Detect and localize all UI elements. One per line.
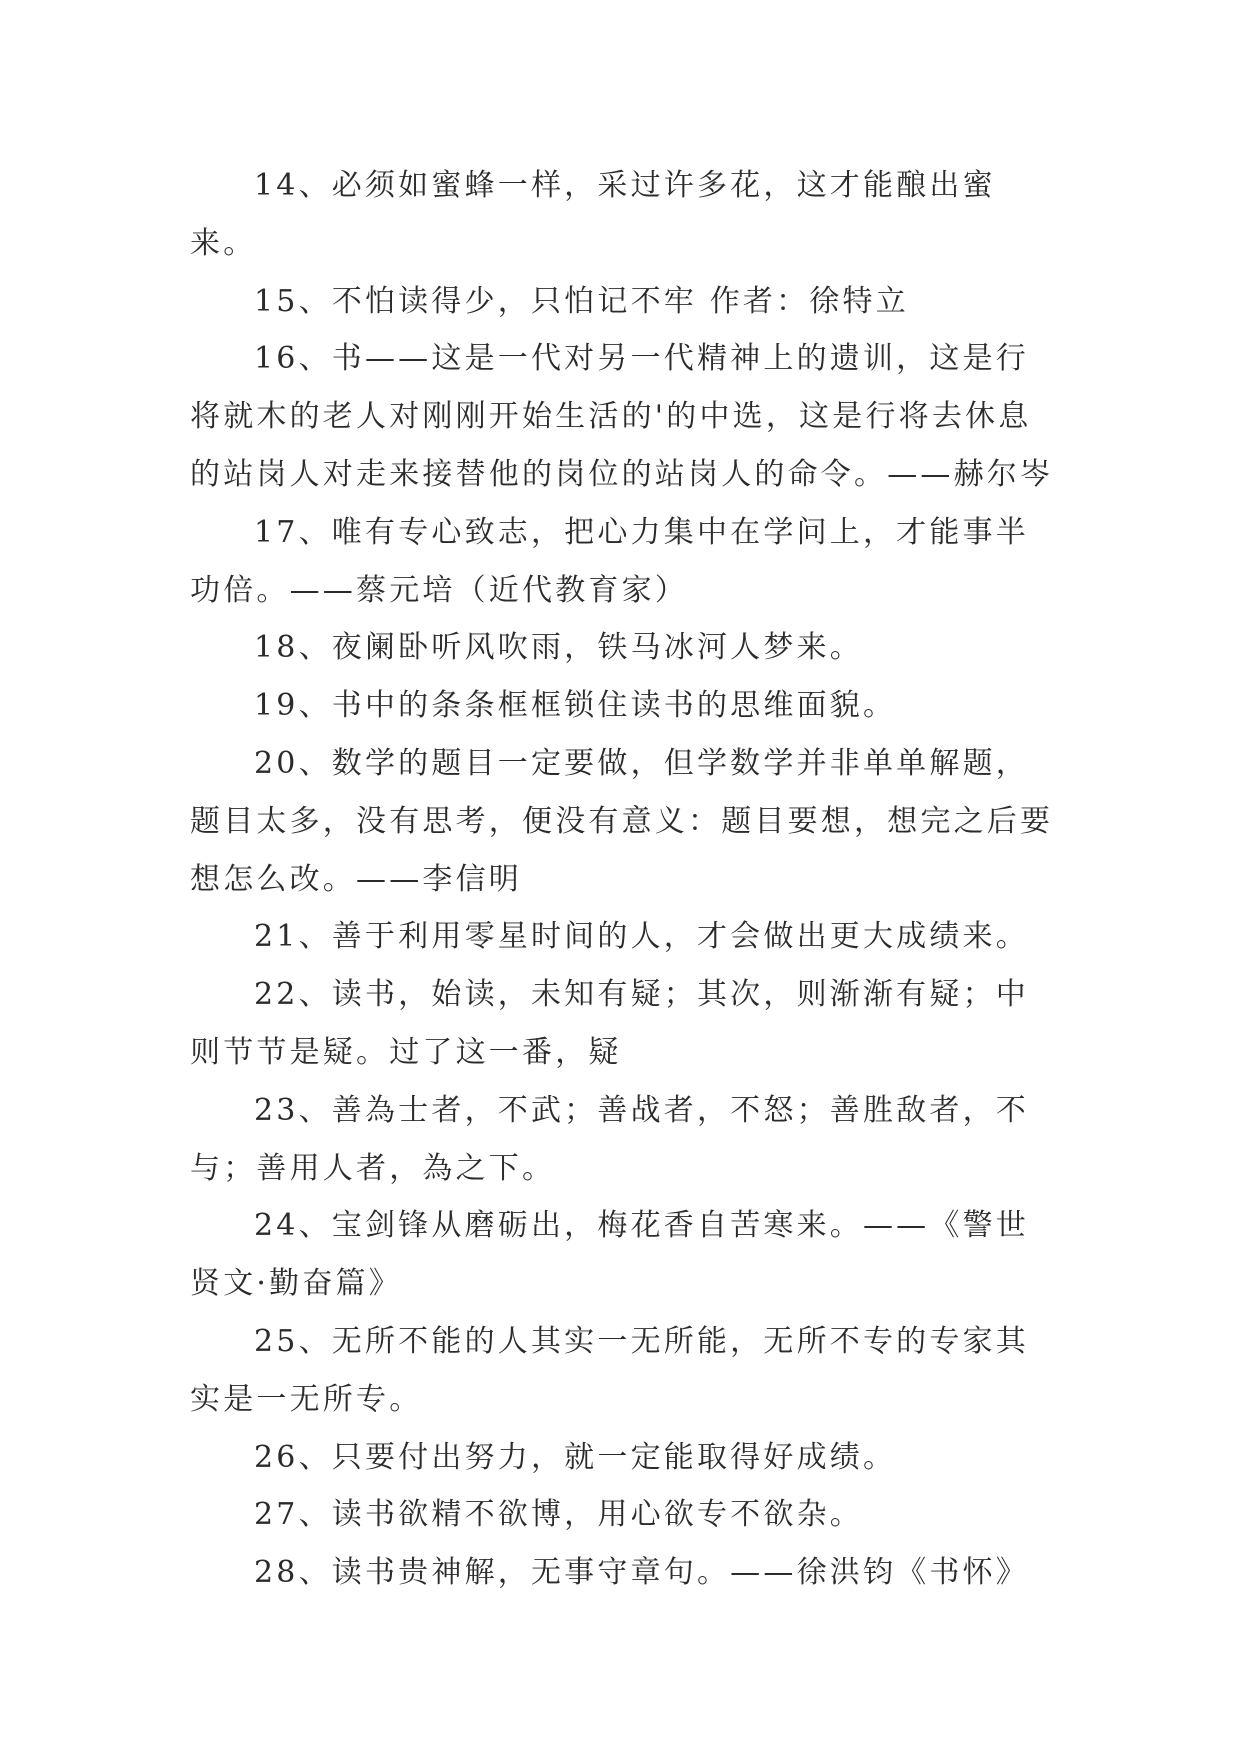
quote-paragraph-24: 24、宝剑锋从磨砺出，梅花香自苦寒来。——《警世贤文·勤奋篇》 bbox=[190, 1208, 1029, 1302]
document-body bbox=[190, 157, 1060, 1602]
quote-paragraph-26: 26、只要付出努力，就一定能取得好成绩。 bbox=[254, 1439, 897, 1475]
quote-paragraph-18: 18、夜阑卧听风吹雨，铁马冰河人梦来。 bbox=[254, 630, 863, 666]
quote-paragraph-17: 17、唯有专心致志，把心力集中在学问上，才能事半功倍。——蔡元培（近代教育家） bbox=[190, 514, 1029, 608]
quote-paragraph-20: 20、数学的题目一定要做，但学数学并非单单解题，题目太多，没有思考，便没有意义：题目要想，想完之后要想怎么改。——李信明 bbox=[190, 745, 1054, 897]
quote-paragraph-22: 22、读书，始读，未知有疑；其次，则渐渐有疑；中则节节是疑。过了这一番，疑 bbox=[190, 977, 1029, 1070]
quote-paragraph-19: 19、书中的条条框框锁住读书的思维面貌。 bbox=[254, 688, 897, 724]
quote-paragraph-16: 16、书——这是一代对另一代精神上的遗训，这是行将就木的老人对刚刚开始生活的'的中选，这是行将去休息的站岗人对走来接替他的岗位的站岗人的命令。——赫尔岑 bbox=[190, 341, 1054, 492]
quote-paragraph-25: 25、无所不能的人其实一无所能，无所不专的专家其实是一无所专。 bbox=[190, 1323, 1029, 1417]
quote-paragraph-15: 15、不怕读得少，只怕记不牢 作者：徐特立 bbox=[254, 283, 909, 319]
quote-paragraph-23: 23、善為士者，不武；善战者，不怒；善胜敌者，不与；善用人者，為之下。 bbox=[190, 1092, 1029, 1186]
quote-paragraph-21: 21、善于利用零星时间的人，才会做出更大成绩来。 bbox=[254, 919, 1029, 955]
quote-paragraph-14: 14、必须如蜜蜂一样，采过许多花，这才能酿出蜜来。 bbox=[190, 168, 996, 261]
quote-paragraph-28: 28、读书贵神解，无事守章句。——徐洪钧《书怀》 bbox=[254, 1555, 1029, 1591]
quote-paragraph-27: 27、读书欲精不欲博，用心欲专不欲杂。 bbox=[254, 1497, 863, 1533]
